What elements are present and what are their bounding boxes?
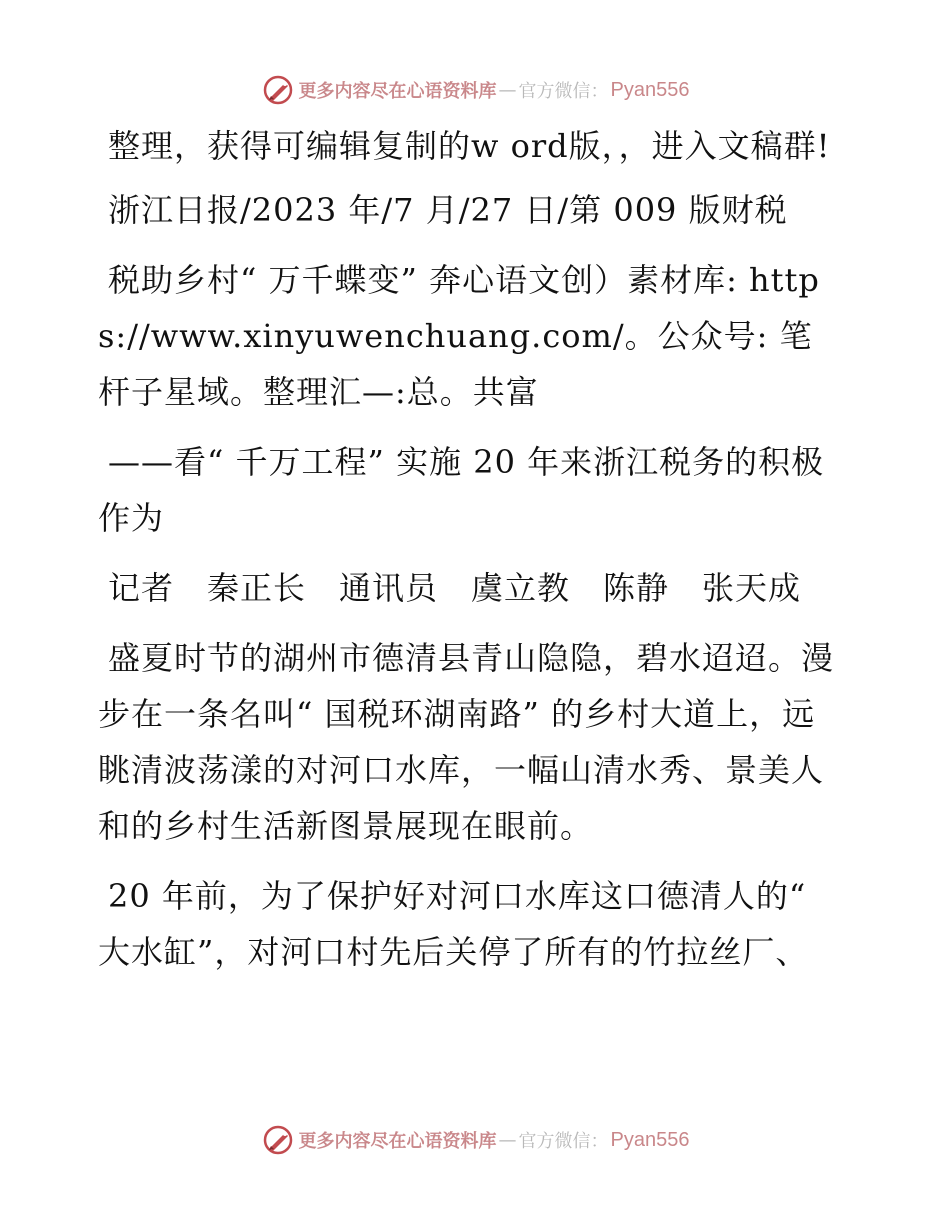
paragraph-body-1: 盛夏时节的湖州市德清县青山隐隐，碧水迢迢。漫步在一条名叫“ 国税环湖南路” 的乡村大道上，远眺清波荡漾的对河口水库，一幅山清水秀、景美人和的乡村生活新图景展现在眼前。 <box>98 639 835 845</box>
banner-official-label: 官方微信： <box>518 81 609 102</box>
paragraph-subtitle: ——看“ 千万工程” 实施 20 年来浙江税务的积极作为 <box>98 443 825 537</box>
banner-dash: — <box>498 79 517 101</box>
paragraph-title: 税助乡村“ 万千蝶变” 奔心语文创）素材库: https://www.xinyuwenchuang.com/。公众号: 笔杆子星域。整理汇—:总。共富 <box>98 261 820 411</box>
banner-official-label: 官方微信： <box>518 1131 609 1152</box>
pen-logo-icon <box>261 1123 295 1157</box>
footer-banner <box>0 1120 950 1160</box>
banner-wechat-id: Pyan556 <box>610 78 690 101</box>
banner-slogan: 更多内容尽在心语资料库 <box>298 1131 497 1152</box>
paragraph-intro: 整理，获得可编辑复制的w ord版，，进入文稿群! <box>108 127 831 165</box>
banner-wechat-id: Pyan556 <box>610 1128 690 1151</box>
banner-slogan: 更多内容尽在心语资料库 <box>298 81 497 102</box>
paragraph-source: 浙江日报/2023 年/7 月/27 日/第 009 版财税 <box>108 191 788 229</box>
header-banner <box>0 70 950 110</box>
paragraph-byline: 记者 秦正长 通讯员 虞立教 陈静 张天成 <box>108 569 802 607</box>
pen-logo-icon <box>261 73 295 107</box>
banner-dash: — <box>498 1129 517 1151</box>
document-body <box>98 118 838 994</box>
paragraph-body-2: 20 年前，为了保护好对河口水库这口德清人的“ 大水缸”，对河口村先后关停了所有的竹拉丝厂、 <box>98 877 809 971</box>
